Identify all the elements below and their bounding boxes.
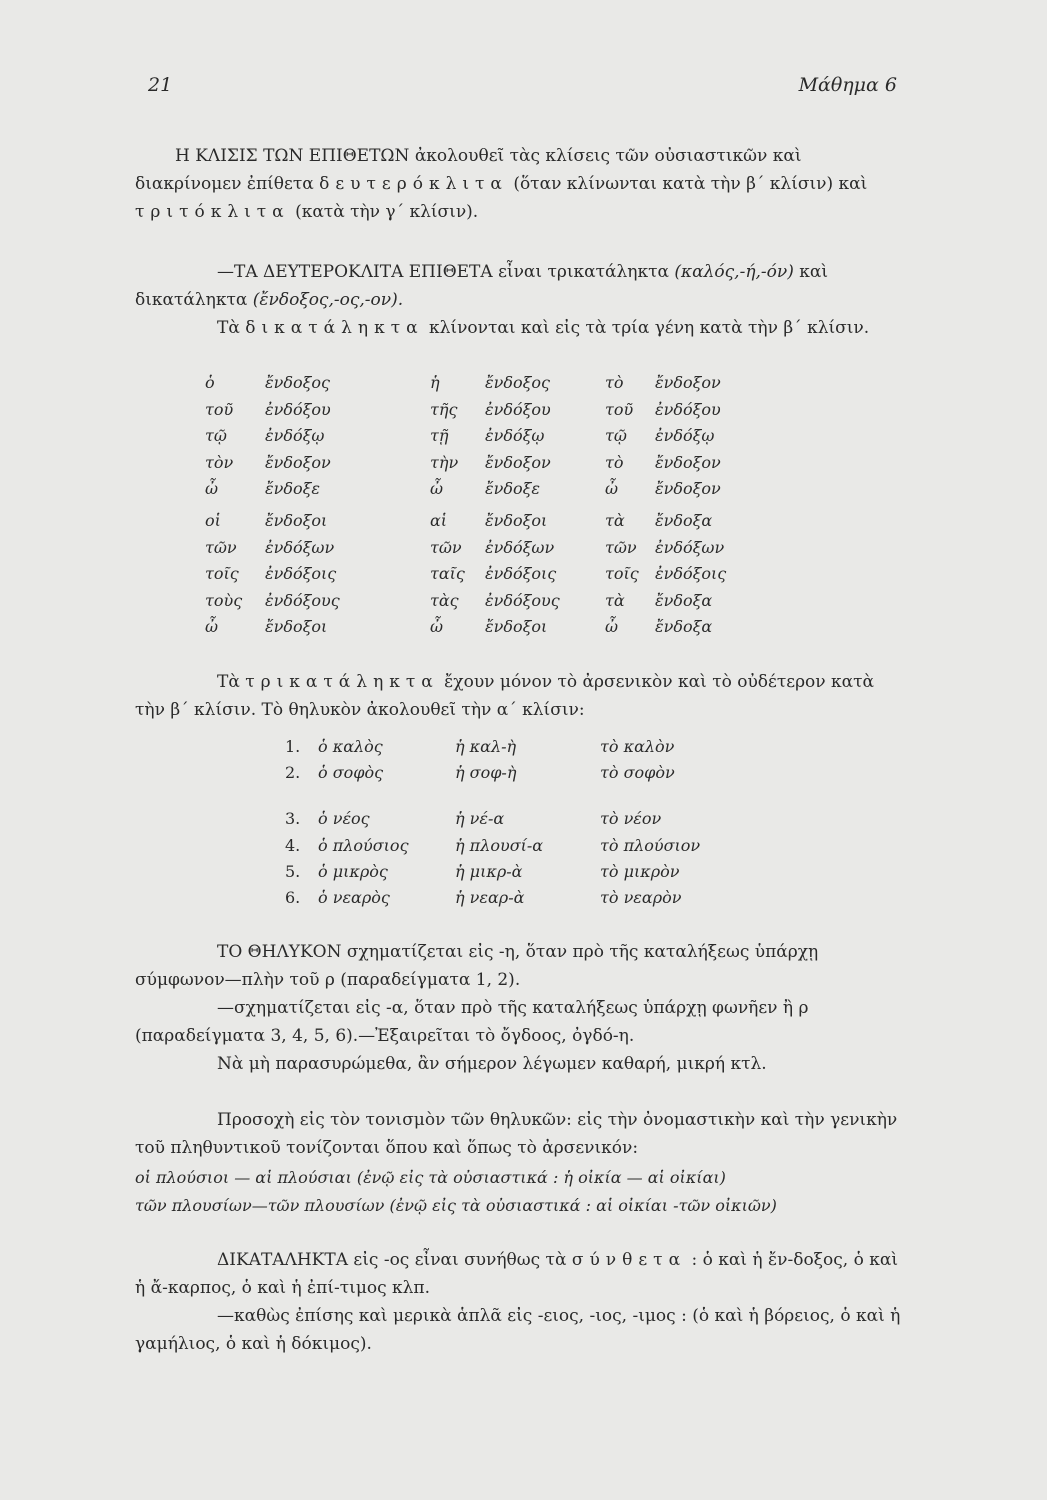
masculine-form: ὁ σοφὸς — [318, 763, 384, 782]
word-tritokleita: τριτόκλιτα — [135, 202, 290, 222]
article-cell: τὴν — [430, 452, 459, 472]
article-cell: τῇ — [430, 426, 449, 445]
example-number: 4. — [285, 836, 301, 855]
article-cell: τοῦ — [205, 399, 234, 419]
dikatal-intro-b: κλίνονται καὶ εἰς τὰ τρία γένη κατὰ τὴν β΄ κλίσιν. — [429, 318, 870, 338]
article-cell: τὰ — [605, 511, 625, 530]
masculine-form: ὁ νεαρὸς — [318, 888, 390, 907]
masculine-form: ὁ νέος — [318, 809, 370, 828]
neuter-form: τὸ καλὸν — [600, 737, 675, 756]
thilykon-paragraph-2: —σχηματίζεται εἰς -α, ὅταν πρὸ τῆς καταλήξεως ὑπάρχῃ φωνῆεν ἢ ρ (παραδείγματα 3, 4, 5, 6).—Ἐξαιρεῖται τὸ ὄγδοος, ὀγδό-η. — [135, 998, 809, 1046]
adjective-cell: ἔνδοξοι — [265, 511, 328, 530]
deutero-heading: —ΤΑ ΔΕΥΤΕΡΟΚΛΙΤΑ ΕΠΙΘΕΤΑ — [217, 262, 493, 282]
word-dikatalikta: δικατάληκτα — [245, 318, 424, 338]
dikatal-b: : ὁ καὶ ἡ ἔν-δοξος, ὁ καὶ ἡ ἄ-καρπος, ὁ καὶ ἡ ἐπί-τιμος κλπ. — [135, 1250, 899, 1298]
trikatal-b: ἔχουν μόνον τὸ ἀρσενικὸν καὶ τὸ οὐδέτερον κατὰ τὴν β΄ κλίσιν. Τὸ θηλυκὸν ἀκολουθεῖ τὴν α΄ κλίσιν: — [135, 672, 875, 720]
adjective-cell: ἔνδοξα — [655, 590, 713, 610]
article-cell: τὰς — [430, 590, 459, 610]
adjective-cell: ἔνδοξον — [265, 452, 331, 472]
adjective-cell: ἔνδοξοι — [485, 511, 548, 530]
feminine-form: ἡ νεαρ-ὰ — [455, 888, 525, 907]
example-number: 3. — [285, 809, 301, 828]
intro-text-3: (κατὰ τὴν γ΄ κλίσιν). — [295, 202, 479, 222]
article-cell: τῷ — [205, 426, 227, 445]
lesson-title: Μάθημα 6 — [798, 74, 897, 96]
feminine-form: ἡ νέ-α — [455, 809, 505, 828]
page-number: 21 — [148, 74, 173, 96]
deutero-example-2: (ἔνδοξος,-ος,-ον). — [252, 290, 404, 310]
adjective-cell: ἔνδοξοι — [265, 617, 328, 636]
article-cell: ὦ — [430, 479, 444, 498]
trikatal-a: Τὰ — [217, 672, 240, 692]
article-cell: ὦ — [605, 617, 619, 636]
neuter-form: τὸ νέον — [600, 809, 662, 828]
adjective-cell: ἐνδόξοις — [485, 564, 557, 583]
article-cell: τὸ — [605, 452, 624, 472]
adjective-cell: ἐνδόξους — [485, 590, 560, 610]
neuter-form: τὸ νεαρὸν — [600, 888, 682, 907]
adjective-cell: ἐνδόξων — [265, 537, 335, 557]
dikatal-paragraph-2: —καθὼς ἐπίσης καὶ μερικὰ ἁπλᾶ εἰς -ειος, -ιος, -ιμος : (ὁ καὶ ἡ βόρειος, ὁ καὶ ἡ γαμήλιος, ὁ καὶ ἡ δόκιμος). — [135, 1306, 901, 1354]
article-cell: τὸ — [605, 373, 624, 392]
example-number: 1. — [285, 737, 301, 756]
adjective-cell: ἐνδόξων — [655, 537, 725, 557]
adjective-cell: ἐνδόξου — [485, 399, 551, 419]
intro-text-1: ἀκολουθεῖ τὰς κλίσεις τῶν οὐσιαστικῶν καὶ διακρίνομεν ἐπίθετα — [135, 146, 802, 194]
adjective-cell: ἔνδοξοι — [485, 617, 548, 636]
thilykon-paragraph-3: Νὰ μὴ παρασυρώμεθα, ἂν σήμερον λέγωμεν καθαρή, μικρή κτλ. — [217, 1054, 767, 1074]
article-cell: τῷ — [605, 426, 627, 445]
adjective-cell: ἐνδόξους — [265, 590, 340, 610]
article-cell: τῆς — [430, 399, 458, 419]
article-cell: τῶν — [605, 537, 637, 557]
word-deuterokleita: δευτερόκλιτα — [319, 174, 508, 194]
adjective-cell: ἔνδοξα — [655, 511, 713, 530]
adjective-cell: ἔνδοξον — [485, 452, 551, 472]
dikatal-a: εἰς -ος εἶναι συνήθως τὰ — [353, 1250, 567, 1270]
adjective-cell: ἐνδόξοις — [265, 564, 337, 583]
deutero-text-2: καὶ δικατάληκτα — [135, 262, 829, 310]
deutero-example-1: (καλός,-ή,-όν) — [674, 262, 794, 282]
feminine-form: ἡ καλ-ὴ — [455, 737, 517, 756]
prosoxi-example-2: τῶν πλουσίων—τῶν πλουσίων (ἐνῷ εἰς τὰ οὐσιαστικά : αἱ οἰκίαι -τῶν οἰκιῶν) — [135, 1196, 777, 1215]
masculine-form: ὁ μικρὸς — [318, 862, 388, 881]
article-cell: τῶν — [430, 537, 462, 557]
dikatal-paragraph — [135, 1246, 905, 1302]
article-cell: ὦ — [430, 617, 444, 636]
adjective-cell: ἐνδόξῳ — [655, 426, 715, 445]
adjective-cell: ἔνδοξον — [655, 479, 721, 498]
adjective-cell: ἔνδοξον — [655, 452, 721, 472]
article-cell: αἱ — [430, 511, 448, 530]
adjective-cell: ἐνδόξου — [265, 399, 331, 419]
article-cell: ὦ — [205, 617, 219, 636]
intro-heading: Η ΚΛΙΣΙΣ ΤΩΝ ΕΠΙΘΕΤΩΝ — [175, 146, 410, 166]
trikatal-paragraph — [135, 668, 905, 724]
adjective-cell: ἔνδοξος — [485, 373, 550, 392]
article-cell: τοὺς — [205, 590, 243, 610]
thilykon-paragraph-1 — [135, 938, 905, 994]
article-cell: τῶν — [205, 537, 237, 557]
dikatal-intro-a: Τὰ — [217, 318, 240, 338]
adjective-cell: ἐνδόξῳ — [265, 426, 325, 445]
deutero-paragraph — [135, 258, 905, 314]
neuter-form: τὸ μικρὸν — [600, 862, 680, 881]
adjective-cell: ἔνδοξα — [655, 617, 713, 636]
adjective-cell: ἔνδοξε — [265, 479, 320, 498]
masculine-form: ὁ πλούσιος — [318, 836, 409, 855]
article-cell: ἡ — [430, 373, 440, 392]
adjective-cell: ἔνδοξος — [265, 373, 330, 392]
example-number: 2. — [285, 763, 301, 782]
adjective-cell: ἐνδόξοις — [655, 564, 727, 583]
example-number: 5. — [285, 862, 301, 881]
article-cell: τοῖς — [205, 564, 239, 583]
feminine-form: ἡ σοφ-ὴ — [455, 763, 517, 782]
article-cell: ὦ — [205, 479, 219, 498]
intro-text-2: (ὅταν κλίνωνται κατὰ τὴν β΄ κλίσιν) καὶ — [513, 174, 868, 194]
feminine-form: ἡ πλουσί-α — [455, 836, 544, 855]
feminine-form: ἡ μικρ-ὰ — [455, 862, 523, 881]
dikatal-intro-line — [135, 314, 905, 342]
neuter-form: τὸ πλούσιον — [600, 836, 701, 855]
article-cell: ὁ — [205, 373, 215, 392]
article-cell: οἱ — [205, 511, 221, 530]
masculine-form: ὁ καλὸς — [318, 737, 383, 756]
word-trikatalikta: τρικατάληκτα — [245, 672, 439, 692]
adjective-cell: ἔνδοξον — [655, 373, 721, 392]
word-syntheta: σύνθετα — [571, 1250, 687, 1270]
intro-paragraph — [135, 142, 905, 226]
article-cell: τοῦ — [605, 399, 634, 419]
article-cell: ταῖς — [430, 564, 465, 583]
deutero-text-1: εἶναι τρικατάληκτα — [498, 262, 669, 282]
adjective-cell: ἐνδόξων — [485, 537, 555, 557]
adjective-cell: ἐνδόξου — [655, 399, 721, 419]
article-cell: τὰ — [605, 590, 625, 610]
article-cell: τοῖς — [605, 564, 639, 583]
adjective-cell: ἐνδόξῳ — [485, 426, 545, 445]
neuter-form: τὸ σοφὸν — [600, 763, 675, 782]
article-cell: ὦ — [605, 479, 619, 498]
example-number: 6. — [285, 888, 301, 907]
thilykon-text-1: σχηματίζεται εἰς -η, ὅταν πρὸ τῆς καταλήξεως ὑπάρχῃ σύμφωνον—πλὴν τοῦ ρ (παραδείγματα 1, 2). — [135, 942, 819, 990]
prosoxi-example-1: οἱ πλούσιοι — αἱ πλούσιαι (ἐνῷ εἰς τὰ οὐσιαστικά : ἡ οἰκία — αἱ οἰκίαι) — [135, 1168, 726, 1187]
adjective-cell: ἔνδοξε — [485, 479, 540, 498]
thilykon-heading: ΤΟ ΘΗΛΥΚΟΝ — [217, 942, 342, 962]
dikatal-heading: ΔΙΚΑΤΑΛΗΚΤΑ — [217, 1250, 349, 1270]
prosoxi-paragraph: Προσοχὴ εἰς τὸν τονισμὸν τῶν θηλυκῶν: εἰς τὴν ὀνομαστικὴν καὶ τὴν γενικὴν τοῦ πληθυντικοῦ τονίζονται ὅπου καὶ ὅπως τὸ ἀρσενικόν: — [135, 1110, 898, 1158]
article-cell: τὸν — [205, 452, 234, 472]
